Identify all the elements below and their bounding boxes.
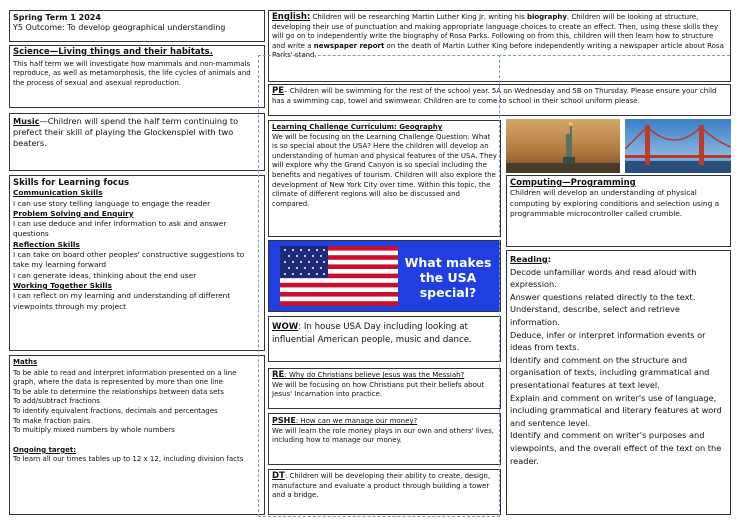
skills-heading: Communication Skills: [13, 188, 103, 198]
reading-title: Reading: [510, 254, 548, 264]
re-question: : Why do Christians believe Jesus was the Messiah?: [284, 371, 465, 379]
english-title: English:: [272, 12, 311, 22]
geography-title: Learning Challenge Curriculum: Geography: [272, 123, 443, 131]
pshe-title: PSHE: [272, 416, 296, 425]
english-text: . Children will be looking at structure, developing their use of punctuation and making appropriate language choices to create an effect. Then, using these skills they will go on to independently write the biography of Rosa Parks. Following on from this, children will then learn how to structure and write a: [272, 13, 719, 50]
reading-title-suffix: :: [547, 254, 552, 264]
wow-box: [268, 316, 501, 362]
reading-line: Identify and comment on writer's purposes and viewpoints, and the overall effect of the text on the reader.: [510, 430, 722, 466]
dt-body: : Children will be developing their ability to create, design, manufacture and evaluate a product through building a tower and a bridge.: [272, 472, 491, 500]
skills-line: I can take on board other peoples' constructive suggestions to take my learning forward: [13, 250, 245, 270]
pshe-question: : How can we manage our money?: [295, 417, 418, 425]
pe-title: PE: [272, 86, 285, 96]
music-body: —Children will spend the half term continuing to prefect their skill of playing the Glockenspiel with two beaters.: [13, 116, 239, 148]
wow-body: : In house USA Day including looking at influential American people, music and dance.: [272, 322, 472, 345]
usa-banner-line: special?: [419, 285, 477, 300]
reading-line: Understand, describe, select and retrieve information.: [510, 304, 680, 327]
reading-line: Decode unfamiliar words and read aloud with expression.: [510, 266, 697, 290]
geography-body: We will be focusing on the Learning Challenge Question: What is so special about the USA? Here the children will develop an understanding of human and physical features of the USA. They will explore why the Grand Canyon is so special including the benefits and negatives of tourism. Children will also explore the development of New York City over time. Within this topic, the climate of different regions will also be discussed and compared.: [272, 132, 497, 208]
re-box: [268, 368, 501, 409]
dt-title: DT: [272, 471, 285, 481]
usa-banner-line: What makes: [404, 255, 492, 270]
pshe-body: We will learn the role money plays in our own and others' lives, including how to manage our money.: [272, 426, 495, 445]
computing-title: Computing—Programming: [510, 178, 636, 188]
skills-heading: Working Together Skills: [13, 280, 112, 290]
geography-box: [268, 120, 501, 237]
reading-line: Answer questions related directly to the text.: [510, 291, 696, 302]
golden-gate-bridge-icon: [625, 119, 731, 173]
pshe-box: [268, 413, 501, 465]
header-box: [9, 10, 265, 42]
maths-line: To identify equivalent fractions, decimals and percentages: [13, 406, 218, 415]
skills-heading: Reflection Skills: [13, 239, 80, 249]
english-bold: newspaper report: [313, 41, 385, 50]
maths-line: To multiply mixed numbers by whole numbers: [13, 426, 175, 435]
science-body: This half term we will investigate how mammals and non-mammals reproduce, as well as metamorphosis, the life cycles of animals and the process of sexual and asexual reproduction.: [13, 59, 251, 87]
reading-line: Deduce, infer or interpret information events or ideas from texts.: [510, 329, 706, 353]
outcome-line: Y5 Outcome: To develop geographical understanding: [13, 22, 226, 32]
usa-banner-line: the USA: [419, 270, 477, 285]
music-box: [9, 113, 265, 171]
dt-box: [268, 469, 501, 515]
music-title: Music: [13, 116, 40, 126]
reading-line: Explain and comment on writer's use of language, including grammatical and literary features at word and sentence level.: [510, 392, 722, 428]
skills-line: I can reflect on my learning and understanding of different viewpoints through my project: [13, 291, 231, 311]
term-title: Spring Term 1 2024: [13, 13, 101, 22]
usa-flag-icon: [280, 246, 398, 306]
maths-title: Maths: [13, 358, 38, 366]
re-title: RE: [272, 370, 285, 380]
re-body: We will be focusing on how Christians put their beliefs about Jesus' Incarnation into practice.: [272, 380, 485, 399]
golden-gate-bridge-photo: [625, 119, 731, 173]
computing-box: [506, 175, 731, 247]
reading-heading: [510, 253, 727, 266]
usa-banner-text: [402, 255, 494, 300]
skills-box: [9, 175, 265, 351]
skills-line: I can generate ideas, thinking about the end user: [13, 270, 197, 280]
english-text: on the death of Martin Luther King before independently writing a newspaper article about Rosa Parks' stand.: [272, 41, 724, 60]
skills-heading: Problem Solving and Enquiry: [13, 208, 134, 218]
skills-line: I can use story telling language to engage the reader: [13, 198, 211, 208]
statue-of-liberty-photo: [506, 119, 620, 173]
english-box: [268, 10, 731, 82]
pe-body: – Children will be swimming for the rest of the school year. 5A on Wednesday and 5B on Thursday. Please ensure your child has a swimming cap, towel and swimwear. Children are to come to school in their school uniform please.: [272, 87, 717, 105]
english-bold: biography: [526, 13, 567, 21]
maths-line: To be able to read and interpret information presented on a line graph, where the data is represented by more than one line: [13, 368, 237, 387]
pe-box: [268, 84, 731, 116]
maths-box: [9, 355, 265, 515]
statue-of-liberty-icon: [506, 119, 620, 173]
maths-target-title: Ongoing target:: [13, 445, 77, 454]
maths-line: To make fraction pairs: [13, 416, 91, 425]
maths-target-body: To learn all our times tables up to 12 x 12, including division facts: [13, 455, 244, 464]
science-box: [9, 45, 265, 108]
science-title: Science—Living things and their habitats.: [13, 47, 213, 57]
reading-line: Identify and comment on the structure and organisation of texts, including grammatical and presentational features at text level.: [510, 354, 710, 390]
english-text: Children will be researching Martin Luther King Jr, writing his: [310, 13, 527, 21]
wow-title: WOW: [272, 322, 299, 332]
maths-line: To be able to determine the relationships between data sets: [13, 387, 224, 396]
reading-box: [506, 250, 731, 515]
maths-line: To add/subtract fractions: [13, 397, 100, 406]
computing-body: Children will develop an understanding of physical computing by exploring conditions and selection using a programmable microcontroller called crumble.: [510, 188, 720, 218]
skills-line: I can use deduce and infer information to ask and answer questions: [13, 219, 227, 239]
skills-title: Skills for Learning focus: [13, 178, 130, 188]
